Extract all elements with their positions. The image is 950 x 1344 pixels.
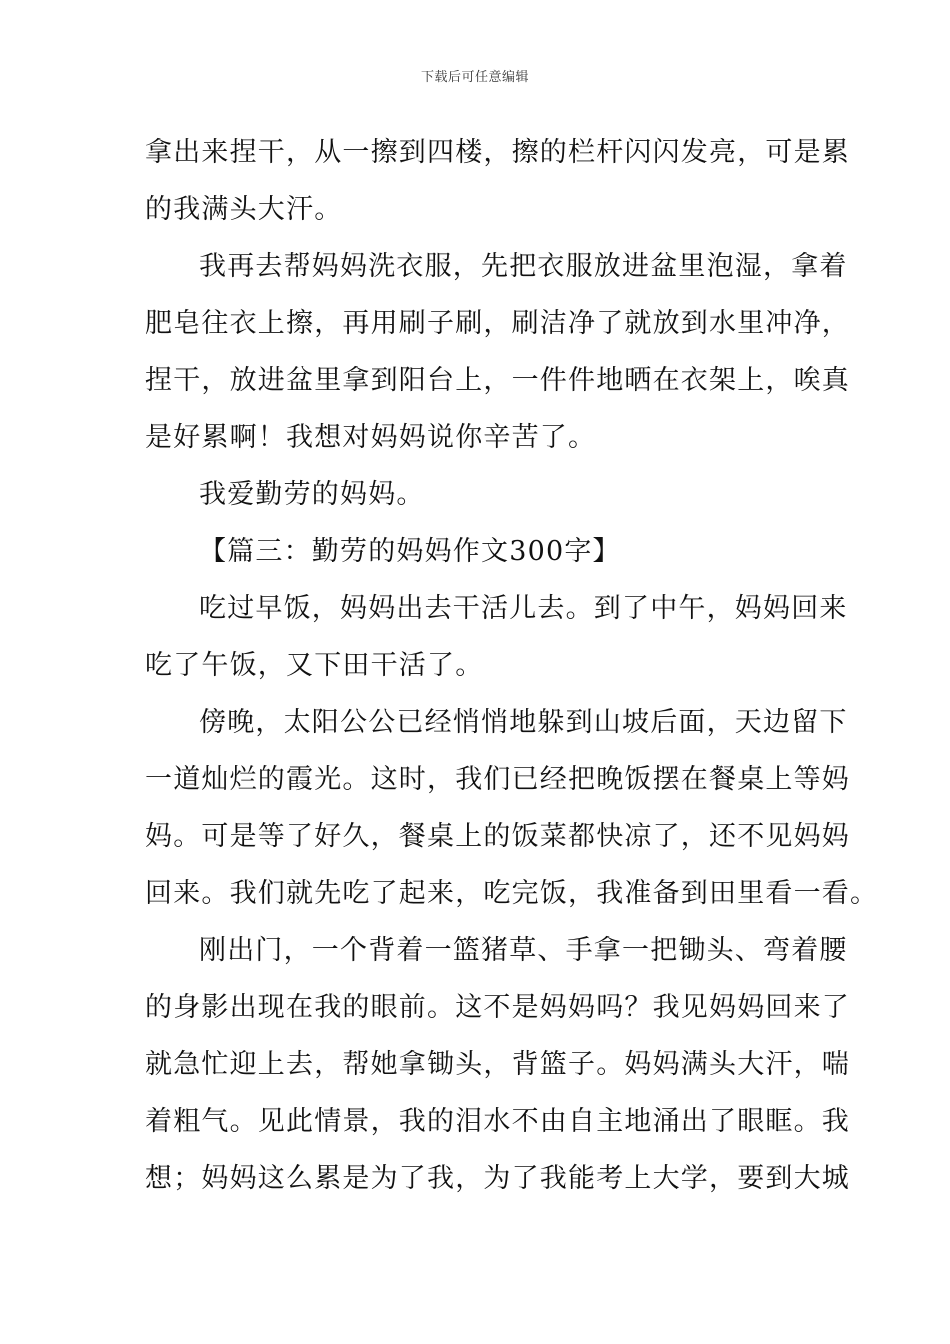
text-line: 肥皂往衣上擦，再用刷子刷，刷洁净了就放到水里冲净， xyxy=(145,308,850,339)
text-line: 傍晚，太阳公公已经悄悄地躲到山坡后面，天边留下 xyxy=(199,707,848,738)
text-line: 刚出门，一个背着一篮猪草、手拿一把锄头、弯着腰 xyxy=(199,935,848,966)
text-line: 吃过早饭，妈妈出去干活儿去。到了中午，妈妈回来 xyxy=(199,593,848,624)
text-line: 拿出来捏干，从一擦到四楼，擦的栏杆闪闪发亮，可是累 xyxy=(145,137,850,168)
text-line: 妈。可是等了好久，餐桌上的饭菜都快凉了，还不见妈妈 xyxy=(145,821,850,852)
text-line: 我爱勤劳的妈妈。 xyxy=(199,479,425,510)
text-line: 回来。我们就先吃了起来，吃完饭，我准备到田里看一看。 xyxy=(145,878,879,909)
page-header: 下载后可任意编辑 xyxy=(420,70,529,85)
text-line: 着粗气。见此情景，我的泪水不由自主地涌出了眼眶。我 xyxy=(145,1106,850,1137)
text-line: 的我满头大汗。 xyxy=(145,194,343,225)
text-line: 捏干，放进盆里拿到阳台上，一件件地晒在衣架上，唉真 xyxy=(145,365,850,396)
document-body xyxy=(145,124,879,1207)
text-line: 我再去帮妈妈洗衣服，先把衣服放进盆里泡湿，拿着 xyxy=(199,251,848,282)
text-line: 吃了午饭，又下田干活了。 xyxy=(145,650,484,681)
text-line: 的身影出现在我的眼前。这不是妈妈吗？我见妈妈回来了 xyxy=(145,992,850,1023)
text-line: 是好累啊！我想对妈妈说你辛苦了。 xyxy=(145,422,597,453)
text-line: 想；妈妈这么累是为了我，为了我能考上大学，要到大城 xyxy=(145,1163,850,1194)
section-heading: 【篇三：勤劳的妈妈作文300字】 xyxy=(199,536,621,567)
text-line: 一道灿烂的霞光。这时，我们已经把晚饭摆在餐桌上等妈 xyxy=(145,764,850,795)
text-line: 就急忙迎上去，帮她拿锄头，背篮子。妈妈满头大汗，喘 xyxy=(145,1049,850,1080)
